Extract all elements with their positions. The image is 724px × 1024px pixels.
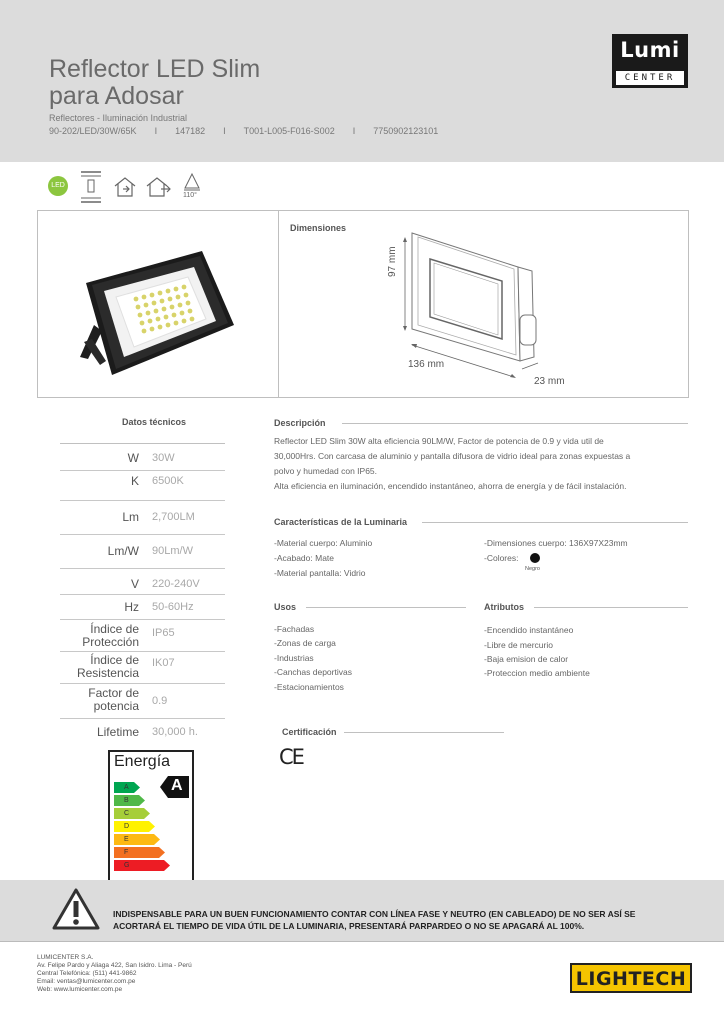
energy-class-letter: E	[124, 836, 129, 843]
lightech-logo	[570, 963, 692, 993]
char-item: -Material cuerpo: Aluminio	[274, 538, 373, 548]
ref-code: T001-L005-F016-S002	[243, 126, 335, 136]
energy-class-bar-b	[114, 795, 145, 806]
page-title	[49, 56, 409, 110]
tech-value: 90Lm/W	[152, 545, 193, 557]
tech-value: 30W	[152, 452, 175, 464]
usos-item: -Zonas de carga	[274, 638, 336, 648]
tech-row-ik	[60, 652, 225, 684]
certification-title: Certificación	[282, 727, 337, 737]
code-separator: I	[223, 126, 226, 136]
dimension-drawing	[398, 229, 548, 379]
footer-email: Email: ventas@lumicenter.com.pe	[37, 978, 136, 985]
description-line-text: Alta eficiencia en iluminación, encendido instantáneo, ahorra de energía y de fácil instalación.	[274, 481, 627, 491]
energy-class-bar-d	[114, 821, 155, 832]
product-image-box	[37, 210, 689, 398]
tech-row-w	[60, 447, 225, 471]
footer-company: LUMICENTER S.A.	[37, 954, 94, 961]
product-codes	[49, 126, 438, 136]
description-line-text: Reflector LED Slim 30W alta eficiencia 90LM/W, Factor de potencia de 0.9 y vida util de	[274, 436, 604, 446]
tech-label-line: Resistencia	[76, 666, 139, 680]
usos-item: -Estacionamientos	[274, 682, 344, 692]
warning-text	[113, 908, 713, 932]
footer-address: Av. Felipe Pardo y Aliaga 422, San Isidro. Lima - Perú	[37, 962, 192, 969]
tech-label: Lm/W	[107, 544, 139, 558]
tech-value: 220-240V	[152, 578, 200, 590]
outdoor-icon	[145, 176, 171, 198]
tech-label	[77, 654, 139, 680]
feature-icons	[48, 170, 248, 204]
energy-class-letter: G	[124, 862, 130, 869]
characteristics-title: Características de la Luminaria	[274, 517, 408, 527]
height-label: 97 mm	[387, 246, 398, 277]
tech-value: 50-60Hz	[152, 601, 194, 613]
tech-row-lifetime	[60, 719, 225, 743]
code-separator: I	[154, 126, 158, 136]
warning-line: ACORTARÁ EL TIEMPO DE VIDA ÚTIL DE LA LUMINARIA, PRESENTARÁ PARPARDEO O NO SE APAGARÁ AL 100%.	[113, 921, 585, 931]
description-line-text: polvo y humedad con IP65.	[274, 466, 378, 476]
usos-line	[306, 607, 466, 608]
tech-label: Lm	[122, 510, 139, 524]
energy-class-letter: A	[124, 784, 129, 791]
surface-mount-icon	[80, 170, 102, 204]
usos-item: -Fachadas	[274, 624, 315, 634]
atributos-item: -Encendido instantáneo	[484, 625, 574, 635]
title-line-2: para Adosar	[49, 82, 184, 110]
char-item: -Acabado: Mate	[274, 553, 335, 563]
usos-item: -Industrias	[274, 653, 314, 663]
image-divider	[278, 211, 279, 397]
footer-phone: Central Telefónica: (511) 441-9862	[37, 970, 137, 977]
warning-line: INDISPENSABLE PARA UN BUEN FUNCIONAMIENTO CONTAR CON LÍNEA FASE Y NEUTRO (EN CABLEADO) DE NO SER ASÍ SE	[113, 909, 636, 919]
characteristics-line	[422, 522, 688, 523]
ce-mark-icon: CE	[279, 745, 303, 769]
description-title: Descripción	[274, 418, 326, 428]
usos-item: -Canchas deportivas	[274, 667, 352, 677]
lightech-logo-text: LIGHTECH	[575, 968, 687, 990]
energy-class-bar-g	[114, 860, 170, 871]
tech-label-line: Protección	[82, 635, 139, 649]
color-swatch	[530, 553, 540, 563]
atributos-item: -Baja emision de calor	[484, 654, 569, 664]
atributos-title: Atributos	[484, 602, 524, 612]
tech-row-v	[60, 569, 225, 595]
barcode-number: 7750902123101	[373, 126, 439, 136]
tech-label: K	[130, 474, 139, 488]
energy-class-letter: C	[124, 810, 130, 817]
description-text	[274, 434, 688, 494]
energy-rating-letter: A	[171, 777, 183, 794]
tech-value: 0.9	[152, 695, 168, 707]
tech-label	[82, 623, 139, 649]
tech-label-line: Índice de	[90, 622, 139, 636]
tech-row-hz	[60, 595, 225, 620]
energy-class-letter: D	[124, 823, 130, 830]
atributos-item: -Libre de mercurio	[484, 640, 553, 650]
logo-top-text: Lumi	[620, 38, 680, 62]
char-item: -Material pantalla: Vidrio	[274, 568, 366, 578]
description-line	[342, 423, 688, 424]
char-item: -Colores:	[484, 553, 519, 563]
indoor-icon	[113, 176, 137, 198]
beam-angle-icon	[182, 172, 202, 192]
tech-row-k	[60, 471, 225, 501]
tech-value: 30,000 h.	[152, 726, 198, 738]
tech-label-line: potencia	[93, 699, 139, 713]
model-code: 90-202/LED/30W/65K	[49, 126, 137, 136]
sku-code: 147182	[175, 126, 206, 136]
footer-web: Web: www.lumicenter.com.pe	[37, 986, 123, 993]
certification-line	[344, 732, 504, 733]
tech-label: Hz	[124, 600, 139, 614]
width-label: 136 mm	[408, 359, 445, 370]
code-separator: I	[352, 126, 356, 136]
color-name: Negro	[525, 566, 540, 572]
energy-title: Energía	[114, 753, 171, 770]
energy-class-letter: B	[124, 797, 129, 804]
tech-row-pf	[60, 684, 225, 719]
energy-class-bar-f	[114, 847, 165, 858]
tech-row-lm	[60, 501, 225, 535]
atributos-item: -Proteccion medio ambiente	[484, 668, 590, 678]
atributos-line	[534, 607, 688, 608]
tech-value: 6500K	[152, 475, 184, 487]
footer-divider	[0, 941, 724, 942]
subtitle: Reflectores - Iluminación Industrial	[49, 113, 188, 123]
title-line-1: Reflector LED Slim	[49, 55, 261, 83]
warning-icon	[52, 888, 100, 930]
tech-label: V	[130, 577, 139, 591]
lumicenter-logo	[612, 34, 688, 88]
beam-angle-label: 110°	[183, 192, 197, 199]
tech-label-line: Índice de	[90, 653, 139, 667]
tech-value: IK07	[152, 657, 175, 669]
tech-value: 2,700LM	[152, 511, 195, 523]
tech-label-line: Factor de	[88, 686, 139, 700]
energy-class-bar-c	[114, 808, 150, 819]
tech-top-line	[60, 443, 225, 444]
tech-value: IP65	[152, 627, 175, 639]
tech-row-lmw	[60, 535, 225, 569]
char-item: -Dimensiones cuerpo: 136X97X23mm	[484, 538, 628, 548]
tech-label: Lifetime	[96, 725, 139, 739]
tech-data-title: Datos técnicos	[121, 417, 187, 427]
energy-class-bar-e	[114, 834, 160, 845]
tech-label: W	[127, 451, 139, 465]
led-icon: LED	[48, 176, 68, 196]
tech-row-ip	[60, 620, 225, 652]
description-line-text: 30,000Hrs. Con carcasa de aluminio y pantalla difusora de vidrio ideal para zonas expuestas a	[274, 451, 631, 461]
depth-label: 23 mm	[534, 376, 565, 387]
dimensions-title: Dimensiones	[290, 223, 347, 233]
tech-label	[88, 687, 139, 713]
usos-title: Usos	[274, 602, 297, 612]
energy-label	[108, 750, 194, 886]
energy-class-letter: F	[124, 849, 129, 856]
led-chip-grid	[116, 271, 216, 351]
logo-bottom-text: CENTER	[616, 71, 684, 85]
